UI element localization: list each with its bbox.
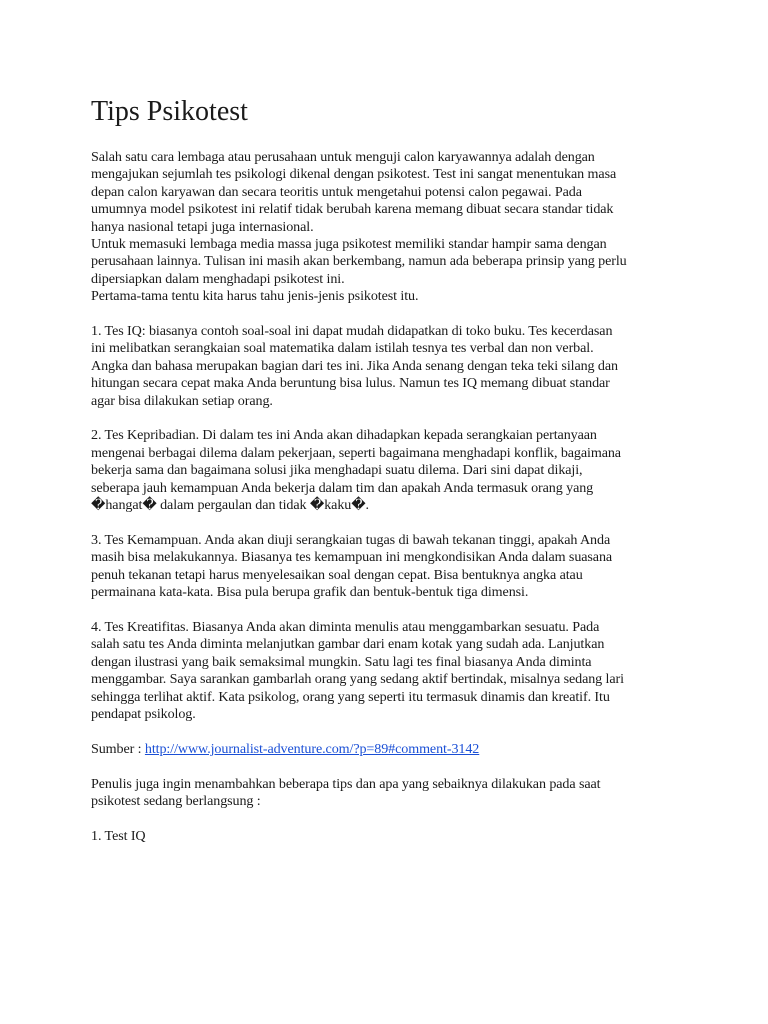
text-line: penuh tekanan tetapi harus menyelesaikan soal dengan cepat. Bisa bentuknya angka atau: [91, 566, 583, 583]
paragraph-spacer: [91, 810, 683, 827]
text-line: 3. Tes Kemampuan. Anda akan diuji serangkaian tugas di bawah tekanan tinggi, apakah Anda: [91, 531, 611, 548]
source-link[interactable]: http://www.journalist-adventure.com/?p=89#comment-3142: [144, 740, 480, 757]
text-line: mengenai berbagai dilema dalam pekerjaan, seperti bagaimana menghadapi konflik, bagaimana: [91, 444, 621, 461]
text-line: salah satu tes Anda diminta melanjutkan gambar dari enam kotak yang sudah ada. Lanjutkan: [91, 636, 605, 653]
text-line: agar bisa dilakukan setiap orang.: [91, 392, 273, 409]
paragraph-spacer: [91, 515, 683, 532]
page-title: Tips Psikotest: [91, 96, 248, 127]
closing-paragraph: [91, 776, 683, 811]
text-line: Angka dan bahasa merupakan bagian dari tes ini. Jika Anda senang dengan teka teki silang dan: [91, 357, 618, 374]
text-line: menggambar. Saya sarankan gambarlah orang yang sedang aktif bertindak, misalnya sedang lari: [91, 671, 624, 688]
item-tes-kemampuan: [91, 532, 683, 602]
text-line: Untuk memasuki lembaga media massa juga psikotest memiliki standar hampir sama dengan: [91, 236, 607, 253]
text-line: umumnya model psikotest ini relatif tidak berubah karena memang dibuat secara standar tidak: [91, 201, 614, 218]
text-line: Pertama-tama tentu kita harus tahu jenis-jenis psikotest itu.: [91, 288, 419, 305]
paragraph-spacer: [91, 602, 683, 619]
text-line: 1. Test IQ: [91, 827, 146, 844]
paragraph-spacer: [91, 758, 683, 775]
source-text: [91, 741, 683, 758]
item-tes-kreatifitas: [91, 619, 683, 723]
text-line: hitungan secara cepat maka Anda beruntung bisa lulus. Namun tes IQ memang dibuat standar: [91, 375, 610, 392]
paragraph-spacer: [91, 723, 683, 740]
text-line: psikotest sedang berlangsung :: [91, 792, 261, 809]
text-line: hanya nasional tetapi juga internasional.: [91, 218, 314, 235]
text-line: 4. Tes Kreatifitas. Biasanya Anda akan diminta menulis atau menggambarkan sesuatu. Pada: [91, 618, 600, 635]
text-line: 2. Tes Kepribadian. Di dalam tes ini Anda akan dihadapkan kepada serangkaian pertanyaan: [91, 427, 597, 444]
text-line: Salah satu cara lembaga atau perusahaan untuk menguji calon karyawannya adalah dengan: [91, 149, 595, 165]
text-line: �hangat� dalam pergaulan dan tidak �kaku�.: [91, 497, 369, 514]
item-tes-kepribadian: [91, 427, 683, 514]
text-line: dengan ilustrasi yang baik semaksimal mungkin. Satu lagi tes final biasanya Anda diminta: [91, 653, 592, 670]
paragraph-spacer: [91, 410, 683, 427]
text-line: masih bisa melakukannya. Biasanya tes kemampuan ini mengkondisikan Anda dalam suasana: [91, 549, 613, 566]
text-line: Penulis juga ingin menambahkan beberapa tips dan apa yang sebaiknya dilakukan pada saat: [91, 775, 601, 792]
text-line: sehingga terlihat aktif. Kata psikolog, orang yang seperti itu termasuk dinamis dan kreatif. Itu: [91, 688, 610, 705]
text-line: mengajukan sejumlah tes psikologi dikenal dengan psikotest. Test ini sangat menentukan masa: [91, 166, 617, 183]
text-line: pendapat psikolog.: [91, 705, 196, 722]
item-tes-iq: [91, 323, 683, 410]
text-line: seberapa jauh kemampuan Anda bekerja dalam tim dan apakah Anda termasuk orang yang: [91, 479, 594, 496]
text-line: bekerja sama dan bagaimana solusi jika menghadapi suatu dilema. Dari sini dapat dikaji,: [91, 462, 583, 479]
text-line: depan calon karyawan dan secara teoritis untuk mengetahui potensi calon pegawai. Pada: [91, 183, 582, 200]
text-line: 1. Tes IQ: biasanya contoh soal-soal ini dapat mudah didapatkan di toko buku. Tes kecerdasan: [91, 323, 613, 340]
text-line: ini melibatkan serangkaian soal matematika dalam istilah tesnya tes verbal dan non verbal.: [91, 340, 594, 357]
text-line: perusahaan lainnya. Tulisan ini masih akan berkembang, namun ada beberapa prinsip yang perlu: [91, 253, 627, 270]
document-body: [91, 149, 683, 845]
text-line: permainana kata-kata. Bisa pula berupa grafik dan bentuk-bentuk tiga dimensi.: [91, 584, 529, 601]
text-line: dipersiapkan dalam menghadapi psikotest ini.: [91, 270, 345, 287]
source-line: [91, 741, 683, 758]
source-label: Sumber :: [91, 740, 145, 757]
paragraph-spacer: [91, 306, 683, 323]
test-iq-heading: [91, 828, 683, 845]
intro-paragraph: [91, 149, 683, 306]
